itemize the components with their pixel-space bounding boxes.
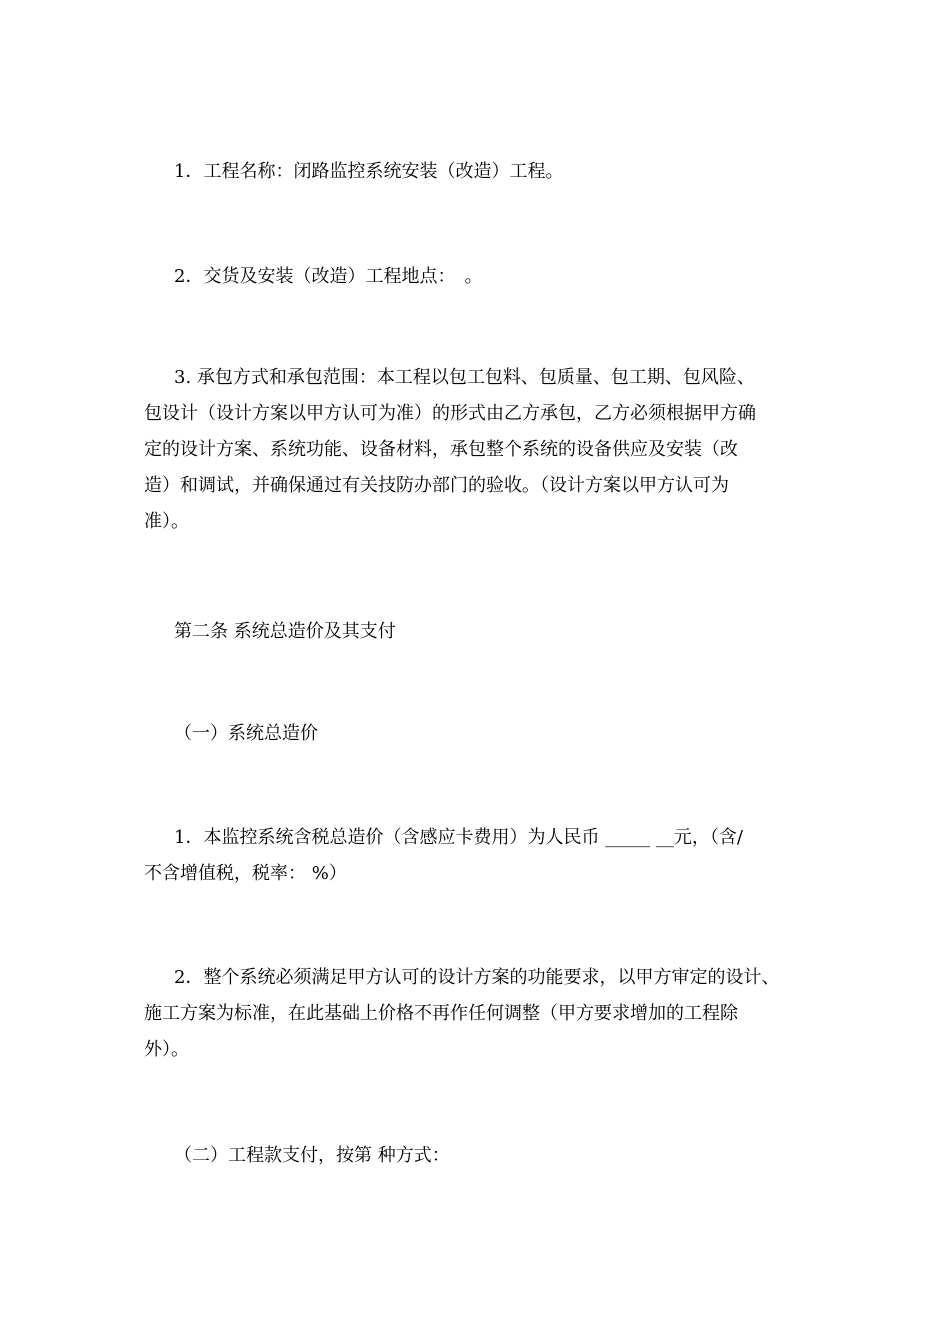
clause-delivery-location: [144, 259, 816, 295]
clause-total-price: [144, 820, 816, 892]
clause-contract-scope: [144, 360, 816, 540]
clause-project-name: [144, 154, 816, 190]
text-line: 包设计（设计方案以甲方认可为准）的形式由乙方承包，乙方必须根据甲方确: [144, 403, 756, 424]
text-line: 2．整个系统必须满足甲方认可的设计方案的功能要求，以甲方审定的设计、: [174, 967, 780, 988]
text-line: 3. 承包方式和承包范围：本工程以包工包料、包质量、包工期、包风险、: [174, 367, 755, 388]
section-payment-heading: [144, 1138, 816, 1174]
text-line: 2．交货及安装（改造）工程地点： 。: [174, 266, 483, 287]
text-line: 1．工程名称：闭路监控系统安装（改造）工程。: [174, 161, 564, 182]
section-total-cost-heading: [144, 716, 816, 752]
text-line: 施工方案为标准，在此基础上价格不再作任何调整（甲方要求增加的工程除: [144, 1003, 738, 1024]
text-line: 定的设计方案、系统功能、设备材料，承包整个系统的设备供应及安装（改: [144, 439, 738, 460]
text-line: 准）。: [144, 511, 189, 532]
article-two-heading: [144, 614, 816, 650]
text-line: （一）系统总造价: [174, 723, 318, 744]
text-line: 外）。: [144, 1039, 189, 1060]
text-line: 不含增值税，税率： %）: [144, 863, 347, 884]
clause-design-requirement: [144, 960, 816, 1068]
text-line: 第二条 系统总造价及其支付: [174, 621, 396, 642]
text-line: 1．本监控系统含税总造价（含感应卡费用）为人民币 _____ __元，（含/: [174, 827, 743, 848]
text-line: （二）工程款支付，按第 种方式：: [174, 1145, 450, 1166]
text-line: 造）和调试，并确保通过有关技防办部门的验收。（设计方案以甲方认可为: [144, 475, 729, 496]
